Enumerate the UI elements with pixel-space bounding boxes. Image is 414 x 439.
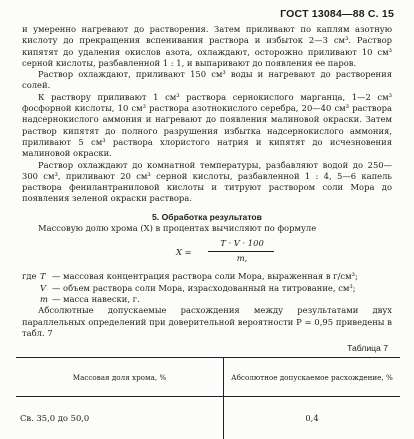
fraction-bar	[208, 251, 274, 252]
paragraph-cooling: Раствор охлаждают, приливают 150 см³ воды и нагревают до растворения солей.	[22, 69, 392, 91]
table-header-mass-fraction: Массовая доля хрома, %	[16, 358, 224, 397]
table-header-tolerance: Абсолютное допускаемое расхождение, %	[224, 358, 401, 397]
definition-symbol: V	[40, 282, 47, 293]
tolerance-paragraph: Абсолютные допускаемые расхождения между результатами двух параллельных определений при доверительной вероятности P = 0,95 приведены в табл. 7	[22, 305, 392, 338]
table-title: Таблица 7	[347, 343, 388, 354]
section-title: 5. Обработка результатов	[152, 211, 262, 222]
paragraph-titration: Раствор охлаждают до комнатной температуры, разбавляют водой до 250—300 см³, приливают 20 см³ серной кислоты, разбавленной 1 : 4, 5—6 капель раствора фенилантраниловой кислоты и титруют раствором соли Мора до появления зеленой окраски раствора.	[22, 159, 392, 204]
table-header-row	[16, 358, 400, 397]
definition-text: — массовая концентрация раствора соли Мора, выраженная в г/см³;	[52, 271, 358, 282]
definition-prefix	[22, 283, 40, 294]
definition-row	[22, 283, 392, 294]
formula-lhs: X =	[176, 247, 192, 258]
formula-numerator: T · V · 100	[220, 238, 264, 249]
definition-prefix	[22, 294, 40, 305]
definition-symbol: m	[40, 293, 48, 304]
definition-prefix: где	[22, 271, 37, 282]
document-body	[22, 24, 392, 439]
definition-row	[22, 294, 392, 305]
variable-definitions	[22, 271, 392, 305]
definition-symbol: T	[40, 271, 46, 282]
definition-row	[22, 271, 392, 282]
definition-text: — масса навески, г.	[52, 293, 140, 304]
formula	[22, 235, 392, 271]
formula-denominator: m,	[236, 253, 248, 264]
tolerance-table	[16, 357, 400, 439]
page-header: ГОСТ 13084—88 С. 15	[280, 8, 394, 20]
paragraph-reagents: К раствору приливают 1 см³ раствора сернокислого марганца, 1—2 см³ фосфорной кислоты, 10 см³ раствора азотнокислого серебра, 20—40 см³ раствора надсернокислого аммония и нагревают до появления малиновой окраски. Затем раствор кипятят до полного разрушения избытка надсернокислого аммония, приливают 5 см³ раствора хлористого натрия и кипятят до исчезновения малиновой окраски.	[22, 91, 392, 159]
table-cell-value: 0,4	[305, 412, 319, 423]
definition-text: — объем раствора соли Мора, израсходованный на титрование, см³;	[52, 282, 356, 293]
formula-intro: Массовую долю хрома (X) в процентах вычисляют по формуле	[38, 223, 317, 234]
table-cell-range: Св. 35,0 до 50,0	[16, 397, 224, 439]
paragraph-continuation: и умеренно нагревают до растворения. Затем приливают по каплям азотную кислоту до прекращения вспенивания раствора и избыток 2—3 см³. Раствор кипятят до удаления окислов азота, охлаждают, осторожно приливают 10 см³ серной кислоты, разбавленной 1 : 1, и выпаривают до появления ее паров.	[22, 24, 392, 68]
table-row	[16, 397, 400, 439]
